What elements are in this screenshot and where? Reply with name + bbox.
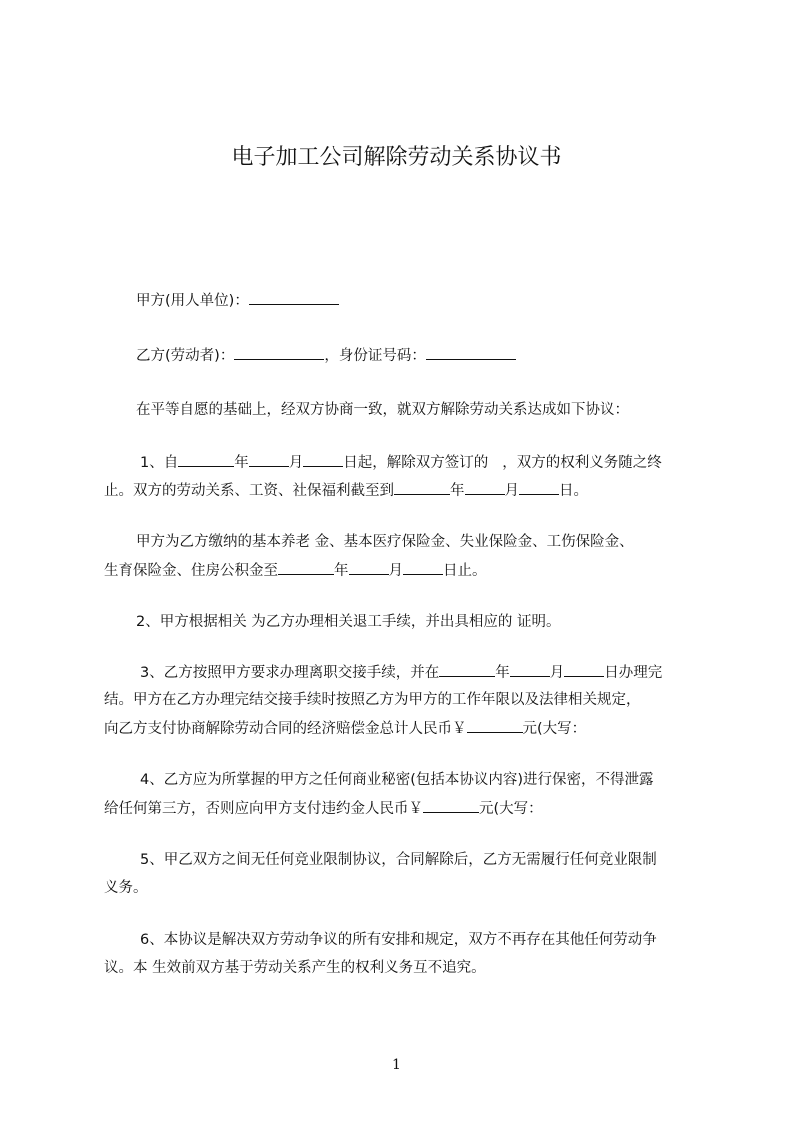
year-label: 年 [495, 665, 510, 681]
year-blank [178, 452, 234, 467]
month-label: 月 [288, 455, 304, 471]
clause-4-text-2-tail: 元(大写： [479, 801, 543, 817]
year-label: 年 [334, 563, 349, 579]
amount-blank [467, 718, 523, 733]
month-label: 月 [504, 483, 519, 499]
year-blank [394, 480, 450, 495]
day-blank [564, 662, 604, 677]
clause-1b-line-2 [104, 560, 487, 581]
id-number-blank [426, 345, 516, 360]
clause-1-line-1 [140, 452, 662, 473]
party-a-label: 甲方(用人单位)： [136, 293, 249, 309]
day-end-label: 日。 [559, 483, 588, 499]
intro-paragraph: 在平等自愿的基础上，经双方协商一致，就双方解除劳动关系达成如下协议： [136, 402, 629, 418]
month-blank [249, 452, 289, 467]
clause-5-line-2: 义务。 [104, 880, 148, 896]
month-blank [510, 662, 550, 677]
clause-1-text-tail: ，双方的权利义务随之终 [502, 455, 662, 471]
year-blank [278, 560, 334, 575]
clause-4-text-2: 给任何第三方，否则应向甲方支付违约金人民币￥ [104, 801, 423, 817]
clause-1b-line-1: 甲方为乙方缴纳的基本养老 金、基本医疗保险金、失业保险金、工伤保险金、 [136, 534, 634, 550]
clause-3-line-2: 结。甲方在乙方办理完结交接手续时按照乙方为甲方的工作年限以及法律相关规定， [104, 692, 641, 708]
clause-1b-text-2: 生育保险金、住房公积金至 [104, 563, 278, 579]
clause-1-line-2 [104, 480, 588, 501]
document-title: 电子加工公司解除劳动关系协议书 [231, 145, 562, 170]
clause-4-line-1: 4、乙方应为所掌握的甲方之任何商业秘密(包括本协议内容)进行保密，不得泄露 [140, 772, 654, 788]
month-label: 月 [549, 665, 565, 681]
month-blank [465, 480, 505, 495]
party-a-blank [249, 290, 339, 305]
clause-2: 2、甲方根据相关 为乙方办理相关退工手续，并出具相应的 证明。 [136, 614, 561, 630]
day-label: 日起，解除双方签订的 [343, 455, 489, 471]
day-end-label: 日止。 [443, 563, 487, 579]
party-b-line [136, 345, 516, 366]
month-blank [349, 560, 389, 575]
day-blank [303, 452, 343, 467]
party-b-blank [234, 345, 324, 360]
clause-1-text-2: 止。双方的劳动关系、工资、社保福利截至到 [104, 483, 394, 499]
id-number-label: ，身份证号码： [324, 348, 426, 364]
clause-3-line-1 [140, 662, 662, 683]
year-label: 年 [234, 455, 249, 471]
party-a-line [136, 290, 339, 311]
year-blank [439, 662, 495, 677]
page-number: 1 [392, 1057, 401, 1073]
clause-5-line-1: 5、甲乙双方之间无任何竞业限制协议，合同解除后，乙方无需履行任何竞业限制 [140, 852, 657, 868]
penalty-blank [423, 798, 479, 813]
day-blank [403, 560, 443, 575]
clause-3-text-3: 向乙方支付协商解除劳动合同的经济赔偿金总计人民币￥ [104, 721, 467, 737]
month-label: 月 [388, 563, 403, 579]
clause-3-text-3-tail: 元(大写： [522, 721, 587, 737]
clause-3-text: 3、乙方按照甲方要求办理离职交接手续，并在 [140, 665, 440, 681]
clause-1-text: 1、自 [140, 455, 179, 471]
clause-3-line-3 [104, 718, 586, 739]
day-blank [519, 480, 559, 495]
clause-3-text-tail: 日办理完 [604, 665, 663, 681]
year-label: 年 [450, 483, 465, 499]
clause-6-line-1: 6、本协议是解决双方劳动争议的所有安排和规定，双方不再存在其他任何劳动争 [140, 932, 657, 948]
clause-4-line-2 [104, 798, 543, 819]
party-b-label: 乙方(劳动者)： [136, 348, 235, 364]
clause-6-line-2: 议。本 生效前双方基于劳动关系产生的权利义务互不追究。 [104, 960, 486, 976]
